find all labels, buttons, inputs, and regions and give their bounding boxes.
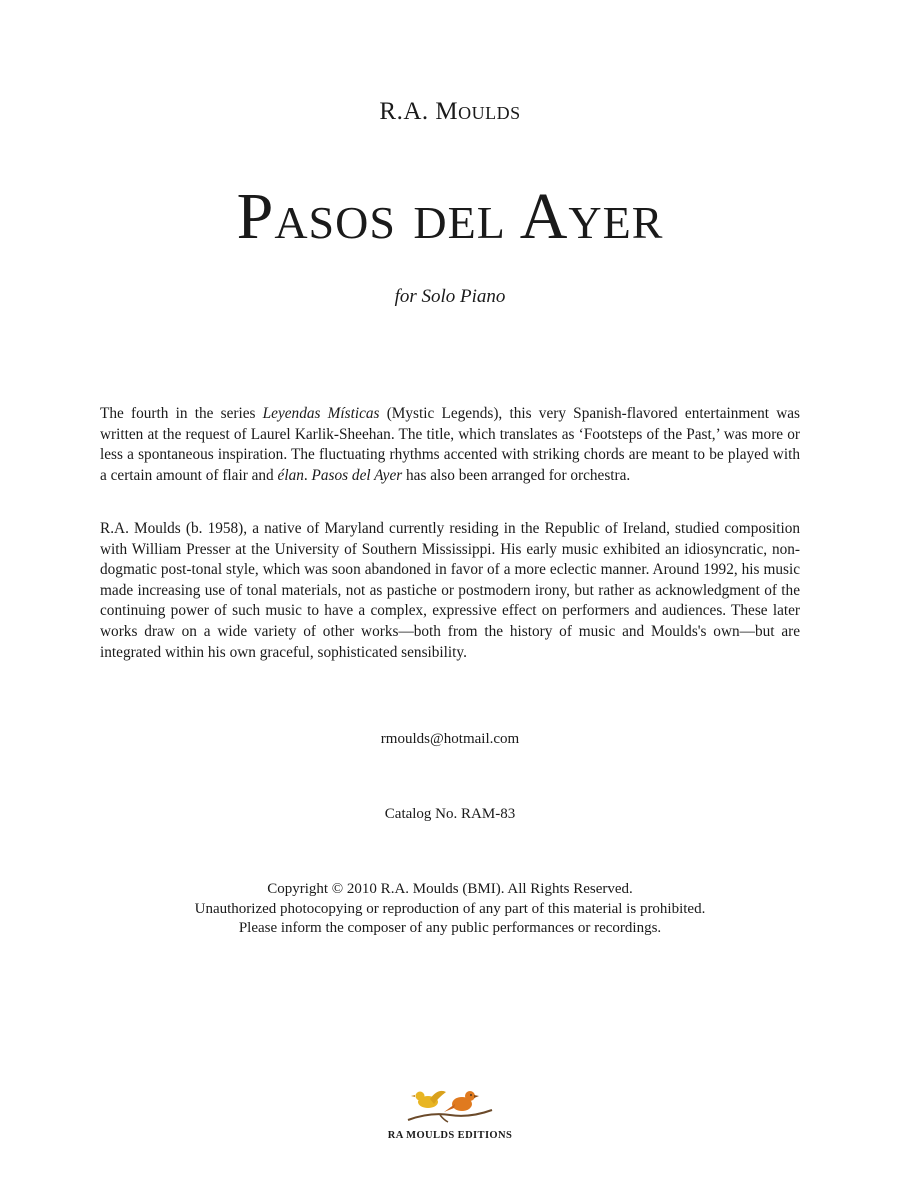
description-text: The fourth in the series — [100, 405, 263, 422]
catalog-number: Catalog No. RAM-83 — [384, 806, 516, 822]
publisher-logo-icon — [400, 1082, 500, 1126]
subtitle: for Solo Piano — [394, 286, 506, 307]
copyright-line: Copyright © 2010 R.A. Moulds (BMI). All Rights Reserved. — [267, 881, 633, 897]
biography-paragraph: R.A. Moulds (b. 1958), a native of Maryland currently residing in the Republic of Ireland, studied composition with William Presser at the University of Southern Mississippi. His early music exhibited an idiosyncratic, non-dogmatic post-tonal style, which was soon abandoned in favor of a more eclectic manner. Around 1992, his music made increasing use of tonal materials, not as pastiche or postmodern irony, but rather as acknowledgment of the continuing power of such music to have a complex, expressive effect on performers and audiences. These later works draw on a wide variety of other works—both from the history of music and Moulds's own—but are integrated within his own graceful, sophisticated sensibility. — [100, 520, 800, 661]
publisher-name: RA MOULDS EDITIONS — [387, 1130, 513, 1141]
branch-icon — [408, 1110, 492, 1120]
copyright-line: Unauthorized photocopying or reproduction of any part of this material is prohibited. — [194, 900, 706, 917]
series-title: Leyendas Místicas — [262, 405, 380, 422]
elan-word: élan — [277, 466, 304, 484]
description-text: has also been arranged for orchestra. — [402, 466, 631, 484]
copyright-line: Please inform the composer of any public performances or recordings. — [238, 920, 662, 936]
orange-bird-icon — [444, 1091, 479, 1112]
yellow-bird-icon — [411, 1091, 446, 1108]
description-paragraph — [100, 404, 800, 486]
work-title: Pasos del Ayer — [311, 466, 403, 484]
composer-name: R.A. Moulds — [379, 98, 521, 125]
copyright-notice — [0, 880, 900, 939]
description-text: (Mystic Legends), this very Spanish-flavored entertainment was written at the request of Laurel Karlik-Sheehan. The title, which translates as ‘Footsteps of the Past,’ was more or less a spontaneous inspiration. The fluctuating rhythms accented with striking chords are meant to be played with a certain amount of flair and — [100, 405, 801, 484]
description-text: . — [303, 466, 312, 484]
contact-email: rmoulds@hotmail.com — [380, 731, 520, 747]
page-title: Pasos del Ayer — [236, 180, 664, 253]
